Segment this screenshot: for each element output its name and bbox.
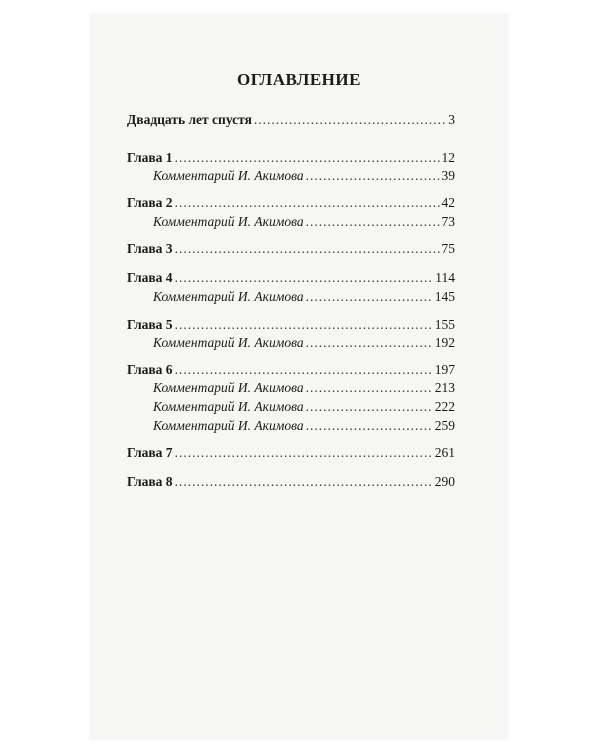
toc-entry-page: 12	[441, 150, 455, 165]
toc-entry	[153, 334, 455, 352]
toc-leader-dots	[175, 316, 433, 334]
toc-entry-label: Глава 4	[127, 270, 173, 285]
toc-leader-dots	[175, 361, 433, 379]
toc-entry-page: 261	[434, 445, 455, 460]
toc-leader-dots	[306, 288, 433, 306]
toc-entry-page: 73	[441, 214, 455, 229]
toc-leader-dots	[306, 334, 433, 352]
toc-entry-label: Комментарий И. Акимова	[153, 289, 304, 304]
toc-entry-label: Комментарий И. Акимова	[153, 380, 304, 395]
toc-leader-dots	[306, 398, 433, 416]
toc-entry-page: 290	[434, 474, 455, 489]
toc-entry	[153, 398, 455, 416]
toc-leader-dots	[306, 379, 433, 397]
toc-entry	[153, 379, 455, 397]
toc-entry-label: Глава 7	[127, 445, 173, 460]
toc-entry-label: Глава 5	[127, 317, 173, 332]
toc-entry-page: 145	[434, 289, 455, 304]
toc-entry	[127, 194, 455, 212]
toc-entry-label: Комментарий И. Акимова	[153, 399, 304, 414]
toc-entry-label: Комментарий И. Акимова	[153, 214, 304, 229]
toc-entry	[127, 316, 455, 334]
toc-entry-page: 259	[434, 418, 455, 433]
toc-leader-dots	[175, 444, 433, 462]
toc-leader-dots	[306, 167, 440, 185]
toc-entry-page: 192	[434, 335, 455, 350]
toc-leader-dots	[306, 417, 433, 435]
toc-entry-label: Глава 2	[127, 195, 173, 210]
toc-leader-dots	[175, 269, 434, 287]
toc-entry	[153, 167, 455, 185]
toc-entry	[153, 213, 455, 231]
toc-entry-page: 39	[441, 168, 455, 183]
toc-entry-label: Комментарий И. Акимова	[153, 335, 304, 350]
toc-entry-label: Глава 1	[127, 150, 173, 165]
toc-entry-page: 155	[434, 317, 455, 332]
toc-entry	[153, 417, 455, 435]
toc-entry	[127, 444, 455, 462]
toc-leader-dots	[254, 111, 446, 129]
toc-entry-label: Двадцать лет спустя	[127, 112, 252, 127]
toc-entry	[127, 361, 455, 379]
toc-entry-label: Глава 8	[127, 474, 173, 489]
toc-entry-label: Комментарий И. Акимова	[153, 168, 304, 183]
toc-leader-dots	[175, 240, 440, 258]
toc-entry	[127, 240, 455, 258]
toc-entry-label: Глава 6	[127, 362, 173, 377]
toc-title: ОГЛАВЛЕНИЕ	[237, 70, 361, 89]
toc-leader-dots	[306, 213, 440, 231]
toc-entry	[153, 288, 455, 306]
toc-leader-dots	[175, 473, 433, 491]
toc-entry-label: Глава 3	[127, 241, 173, 256]
toc-entry-label: Комментарий И. Акимова	[153, 418, 304, 433]
toc-entry	[127, 149, 455, 167]
toc-entry	[127, 111, 455, 129]
toc-entry-page: 222	[434, 399, 455, 414]
toc-entry-page: 114	[435, 270, 455, 285]
toc-entry-page: 213	[434, 380, 455, 395]
toc-entry	[127, 269, 455, 287]
toc-entry-page: 75	[441, 241, 455, 256]
toc-entry-page: 42	[441, 195, 455, 210]
toc-entry	[127, 473, 455, 491]
toc-entry-page: 197	[434, 362, 455, 377]
toc-leader-dots	[175, 194, 440, 212]
toc-leader-dots	[175, 149, 440, 167]
toc-entry-page: 3	[448, 112, 455, 127]
